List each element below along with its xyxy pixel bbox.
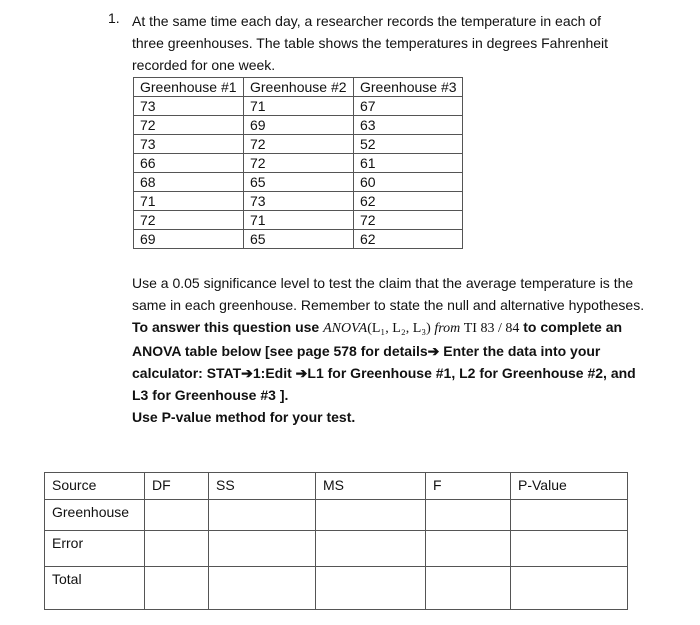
table-cell: 73 [134,135,244,154]
anova-header-df: DF [145,473,209,500]
question-block [132,272,647,428]
table-row [134,135,463,154]
anova-cell-ss[interactable] [209,567,316,610]
anova-header-row [45,473,628,500]
anova-row-total [45,567,628,610]
table-cell: 67 [354,97,463,116]
anova-source-label: Greenhouse [45,500,145,531]
table-row [134,97,463,116]
anova-cell-ss[interactable] [209,531,316,567]
table-cell: 71 [134,192,244,211]
anova-cell-f[interactable] [426,500,511,531]
method-text: Use P-value method for your test. [132,409,356,425]
anova-cell-f[interactable] [426,531,511,567]
temperature-table-header [134,78,463,97]
table-row [134,116,463,135]
anova-from: from [434,321,461,336]
table-row [134,173,463,192]
anova-cell-ms[interactable] [316,567,426,610]
table-row [134,230,463,249]
anova-header-source: Source [45,473,145,500]
calculator-model: TI 83 / 84 [463,321,520,336]
anova-header-f: F [426,473,511,500]
table-cell: 66 [134,154,244,173]
anova-arguments: (L₁, L₂, L₃) [367,321,431,336]
anova-cell-f[interactable] [426,567,511,610]
anova-table [44,472,628,610]
problem-number: 1. [108,10,120,26]
table-row [134,211,463,230]
table-cell: 68 [134,173,244,192]
table-cell: 72 [134,211,244,230]
table-cell: 71 [244,211,354,230]
table-cell: 65 [244,230,354,249]
table-cell: 52 [354,135,463,154]
table-cell: 65 [244,173,354,192]
table-cell: 62 [354,230,463,249]
temperature-table [133,77,463,249]
table-cell: 60 [354,173,463,192]
table-row [134,192,463,211]
anova-cell-ms[interactable] [316,500,426,531]
anova-cell-ms[interactable] [316,531,426,567]
instructions-suffix: to complete an ANOVA table below [see page 578 for details➔ Enter the data into your calculator: STAT➔1:Edit ➔L1 for Greenhouse #1, L2 for Greenhouse #2, and L3 for Greenhouse #3 ]. [132,319,636,403]
table-cell: 72 [134,116,244,135]
header-greenhouse-2: Greenhouse #2 [244,78,354,97]
table-cell: 72 [244,154,354,173]
anova-row-error [45,531,628,567]
table-cell: 73 [134,97,244,116]
table-cell: 63 [354,116,463,135]
anova-formula [323,321,519,336]
table-row [134,154,463,173]
table-cell: 72 [244,135,354,154]
anova-source-label: Error [45,531,145,567]
table-cell: 69 [134,230,244,249]
anova-header-p-value: P-Value [511,473,628,500]
anova-cell-p-value[interactable] [511,567,628,610]
table-cell: 73 [244,192,354,211]
table-cell: 72 [354,211,463,230]
table-cell: 61 [354,154,463,173]
table-cell: 62 [354,192,463,211]
anova-cell-df[interactable] [145,500,209,531]
anova-header-ms: MS [316,473,426,500]
table-cell: 69 [244,116,354,135]
instructions-prefix: To answer this question use [132,319,320,335]
header-greenhouse-1: Greenhouse #1 [134,78,244,97]
question-text: Use a 0.05 significance level to test the claim that the average temperature is the same in each greenhouse. Remember to state the null and alternative hypotheses. [132,275,645,313]
anova-source-label: Total [45,567,145,610]
table-cell: 71 [244,97,354,116]
anova-cell-ss[interactable] [209,500,316,531]
problem-intro: At the same time each day, a researcher records the temperature in each of three greenhouses. The table shows the temperatures in degrees Fahrenheit recorded for one week. [132,13,609,73]
anova-cell-p-value[interactable] [511,531,628,567]
anova-cell-df[interactable] [145,531,209,567]
header-greenhouse-3: Greenhouse #3 [354,78,463,97]
anova-header-ss: SS [209,473,316,500]
anova-function: ANOVA [323,321,368,336]
anova-row-greenhouse [45,500,628,531]
instructions [132,316,647,406]
anova-cell-df[interactable] [145,567,209,610]
anova-cell-p-value[interactable] [511,500,628,531]
